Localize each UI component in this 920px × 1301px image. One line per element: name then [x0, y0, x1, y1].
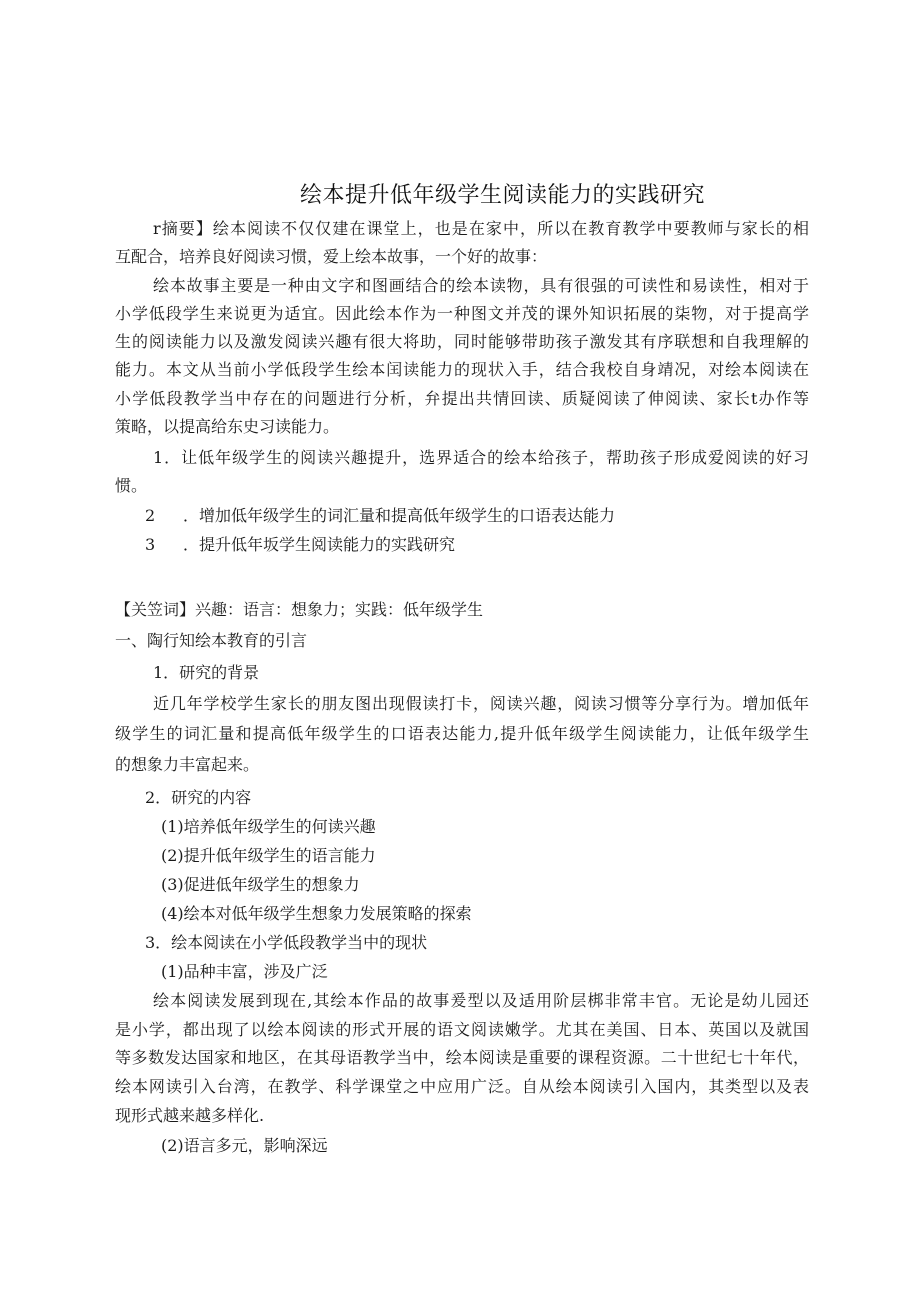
paragraph-line: 近几年学校学生家长的朋友图出现假读打卡，阅读兴趣，阅读习惯等分享行为。增加低年: [153, 694, 809, 713]
paragraph-line: 的想象力丰富起来。: [115, 755, 260, 774]
paragraph-line: 绘本网读引入台湾，在教学、科学课堂之中应用广泛。自从绘本阅读引入国内，其类型以及表: [115, 1077, 809, 1096]
keywords: 【关笠词】兴趣：语言：想象力；实践：低年级学生: [115, 600, 484, 619]
list-item: (1)培养低年级学生的何读兴趣: [161, 817, 376, 836]
sub-subsection-heading: (2)语言多元，影响深远: [161, 1136, 328, 1155]
sub-subsection-heading: (1)品种丰富，涉及广泛: [161, 962, 328, 981]
abstract-line: r摘要】绘本阅读不仅仅建在课堂上，也是在家中，所以在教育教学中要教师与家长的相: [153, 219, 809, 238]
list-item: (4)绘本对低年级学生想象力发展策略的探索: [161, 904, 472, 923]
abstract-line: 生的阅读能力以及激发阅读兴趣有很大将助，同时能够带助孩子激发其有序联想和自我理解的: [115, 332, 809, 351]
paragraph-line: 等多数发达国家和地区，在其母语教学当中，绘本阅读是重要的课程资源。二十世纪七十年代，: [115, 1048, 809, 1067]
list-item: (3)促进低年级学生的想象力: [161, 875, 360, 894]
abstract-line: 小学低段学生来说更为适宜。因此绘本作为一种图文并茂的课外知识拓展的柒物，对于提高学: [115, 304, 809, 323]
paragraph-line: 是小学，都出现了以绘本阅读的形式开展的语文阅读嫩学。尤其在美国、日本、英国以及就国: [115, 1020, 809, 1039]
subsection-heading: 1．研究的背景: [153, 663, 260, 682]
list-item: (2)提升低年级学生的语言能力: [161, 846, 376, 865]
goal-item-3-number: 3: [145, 535, 156, 554]
document-title: 绘本提升低年级学生阅读能力的实践研究: [300, 183, 706, 208]
paragraph-line: 绘本阅读发展到现在,其绘本作品的故事爰型以及适用阶层梆非常丰官。无论是幼儿园还: [153, 991, 809, 1010]
goal-item-1: 1．让低年级学生的阅读兴趣提升，选界适合的绘本给孩子，帮助孩子形成爱阅读的好习: [153, 448, 809, 467]
abstract-line: 互配合，培养良好阅读习惯，爱上绘本故事，一个好的故事：: [115, 247, 548, 266]
subsection-heading: 2．研究的内容: [145, 788, 252, 807]
abstract-line: 策略，以提高给东史习读能力。: [115, 417, 340, 436]
abstract-line: 绘本故事主要是一种由文字和图画结合的绘本读物，具有很强的可读性和易读性，相对于: [153, 276, 809, 295]
section-heading: 一、陶行知绘本教育的引言: [115, 631, 308, 650]
goal-item-1-continuation: 惯。: [115, 476, 148, 495]
abstract-line: 小学低段教学当中存在的问题进行分析，弁提出共情回读、质疑阅读了伸阅读、家长t办作等: [115, 389, 809, 408]
paragraph-line: 现形式越来越多样化.: [115, 1106, 265, 1125]
goal-item-3: ．提升低年坂学生阅读能力的实践研究: [183, 535, 456, 554]
paragraph-line: 级学生的词汇量和提高低年级学生的口语表达能力,提升低年级学生阅读能力，让低年级学生: [115, 724, 809, 743]
subsection-heading: 3．绘本阅读在小学低段教学当中的现状: [145, 933, 428, 952]
goal-item-2-number: 2: [145, 506, 156, 525]
goal-item-2: ．增加低年级学生的词汇量和提高低年级学生的口语表达能力: [183, 506, 616, 525]
abstract-line: 能力。本文从当前小学低段学生绘本闰读能力的现状入手，结合我校自身靖况，对绘本阅读在: [115, 360, 809, 379]
